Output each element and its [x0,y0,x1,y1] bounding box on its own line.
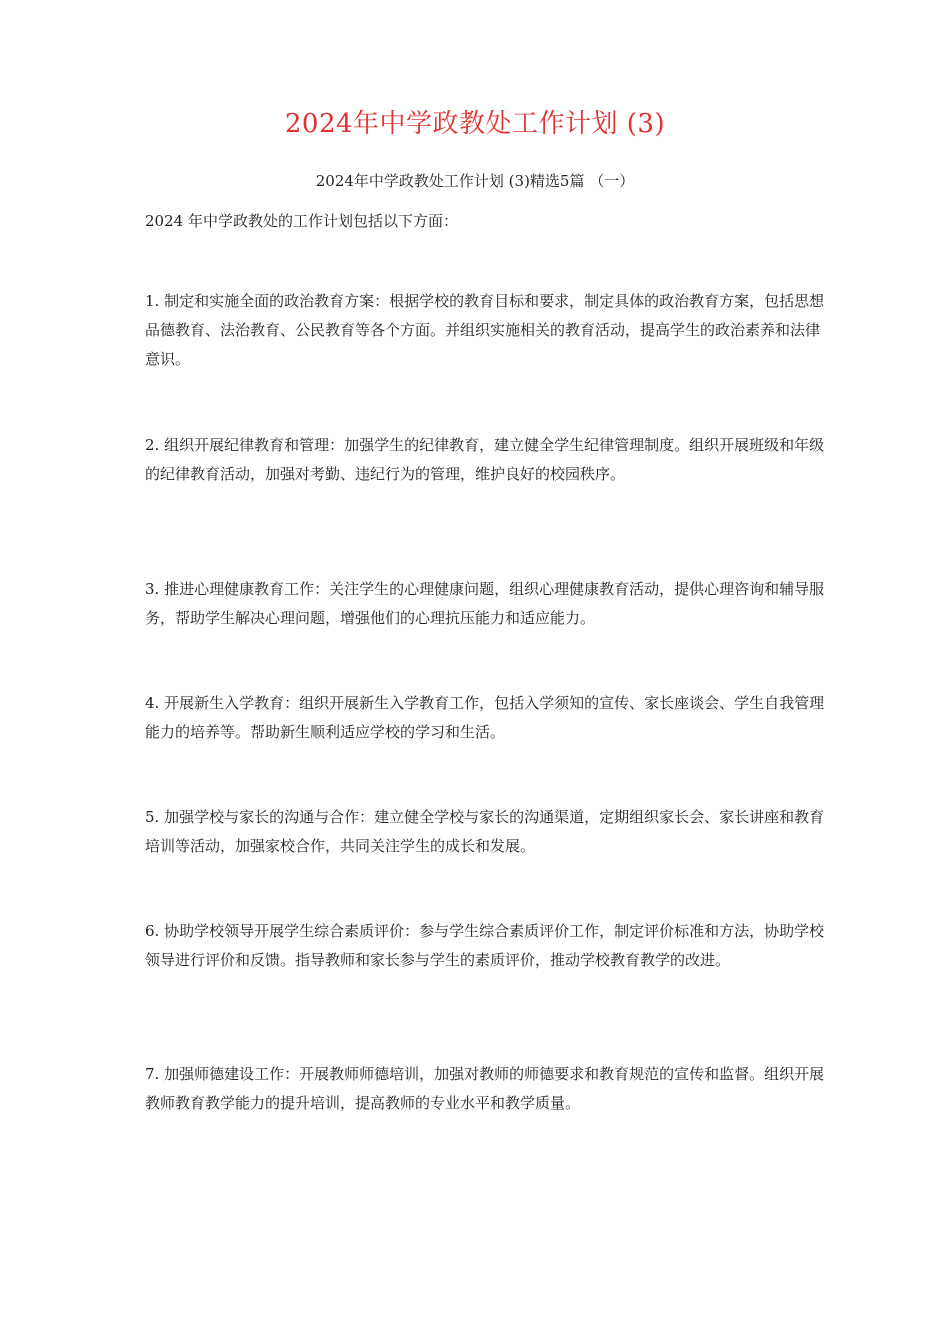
plan-item-3: 3. 推进心理健康教育工作：关注学生的心理健康问题，组织心理健康教育活动，提供心理咨询和辅导服务，帮助学生解决心理问题，增强他们的心理抗压能力和适应能力。 [145,580,825,627]
plan-item-6: 6. 协助学校领导开展学生综合素质评价：参与学生综合素质评价工作，制定评价标准和方法，协助学校领导进行评价和反馈。指导教师和家长参与学生的素质评价，推动学校教育教学的改进。 [145,922,825,969]
document-title: 2024年中学政教处工作计划 (3) [284,109,666,139]
plan-item-4: 4. 开展新生入学教育：组织开展新生入学教育工作，包括入学须知的宣传、家长座谈会、学生自我管理能力的培养等。帮助新生顺利适应学校的学习和生活。 [145,694,825,741]
document-subtitle: 2024年中学政教处工作计划 (3)精选5篇 （一） [315,172,635,190]
plan-item-7: 7. 加强师德建设工作：开展教师师德培训，加强对教师的师德要求和教育规范的宣传和监督。组织开展教师教育教学能力的提升培训，提高教师的专业水平和教学质量。 [145,1065,825,1112]
plan-item-2: 2. 组织开展纪律教育和管理：加强学生的纪律教育，建立健全学生纪律管理制度。组织开展班级和年级的纪律教育活动，加强对考勤、违纪行为的管理，维护良好的校园秩序。 [145,436,825,483]
plan-item-1: 1. 制定和实施全面的政治教育方案：根据学校的教育目标和要求，制定具体的政治教育方案，包括思想品德教育、法治教育、公民教育等各个方面。并组织实施相关的教育活动，提高学生的政治素养和法律意识。 [145,292,825,368]
intro-paragraph: 2024 年中学政教处的工作计划包括以下方面： [145,212,458,230]
plan-item-5: 5. 加强学校与家长的沟通与合作：建立健全学校与家长的沟通渠道，定期组织家长会、家长讲座和教育培训等活动，加强家校合作，共同关注学生的成长和发展。 [145,808,825,855]
